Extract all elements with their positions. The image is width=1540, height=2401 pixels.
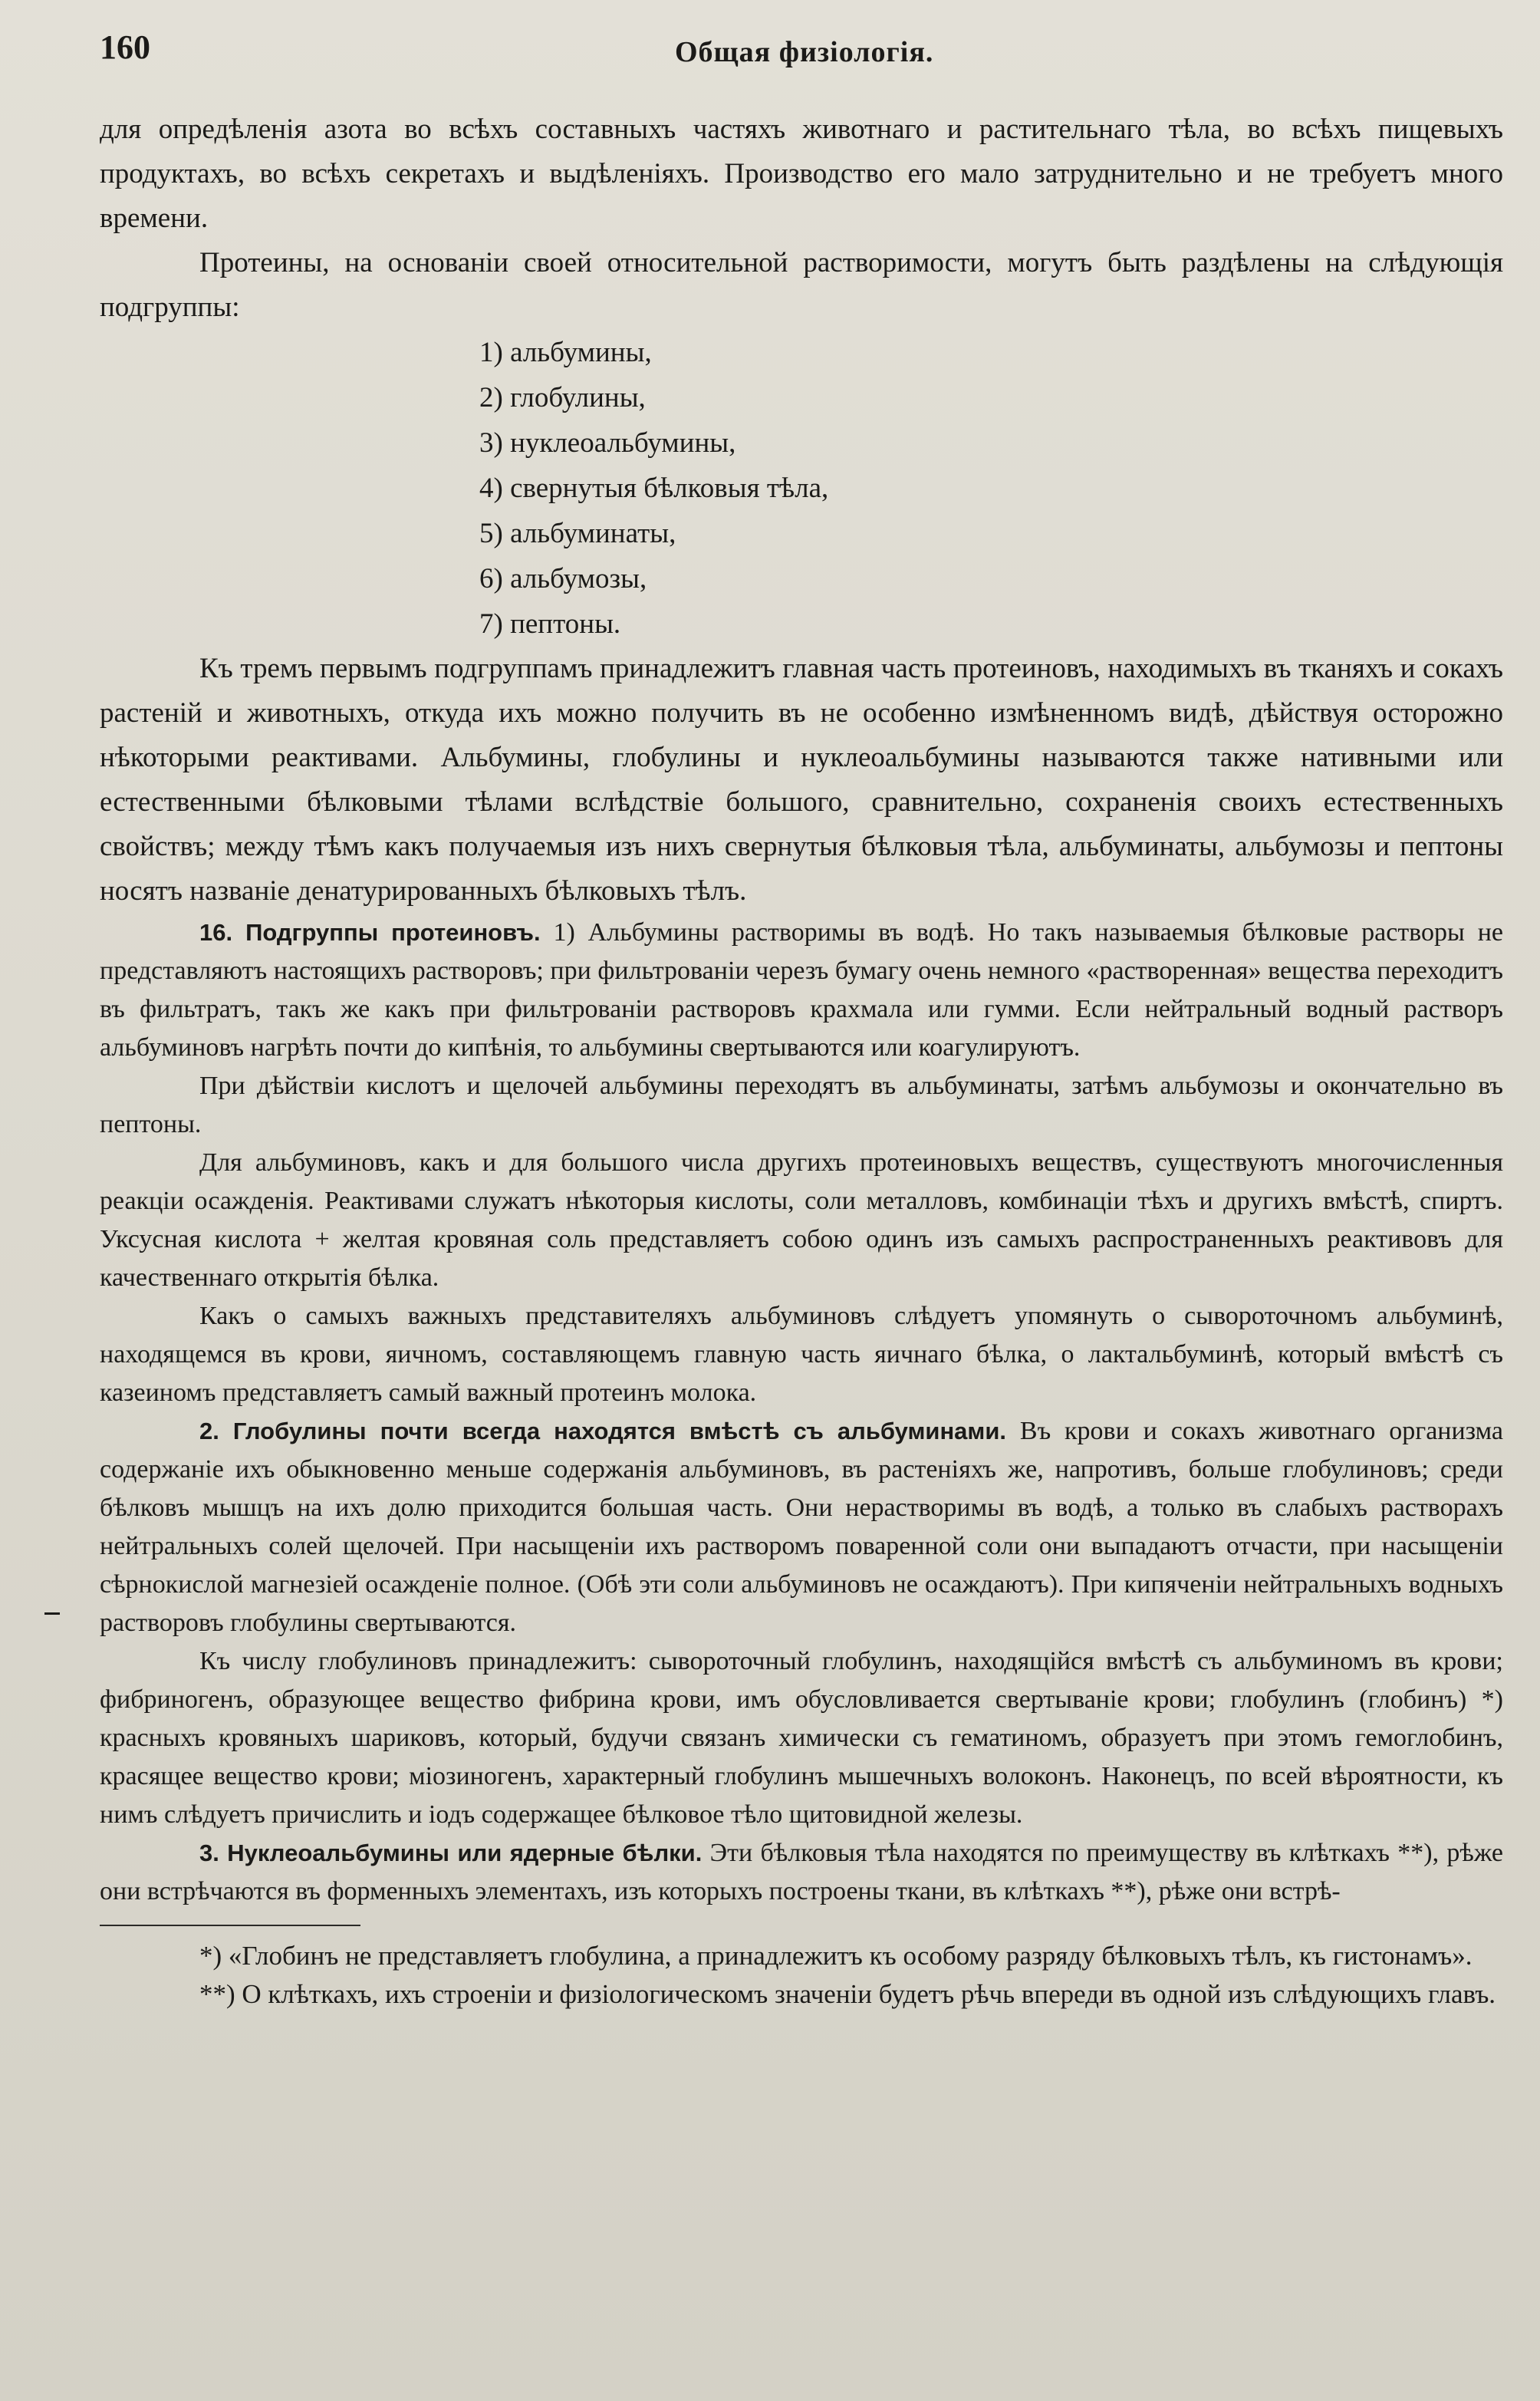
margin-mark <box>44 1612 60 1615</box>
paragraph-intro: для опредѣленiя азота во всѣхъ составныхъ частяхъ животнаго и растительнаго тѣла, во всѣхъ пищевыхъ продуктахъ, во всѣхъ секретахъ и выдѣленiяхъ. Производство его мало затруднительно и не требуетъ много времени. <box>100 114 1503 234</box>
list-item: 5) альбуминаты, <box>479 518 676 549</box>
section-heading: 16. Подгруппы протеиновъ. <box>199 919 541 946</box>
paragraph-representatives: Какъ о самыхъ важныхъ представителяхъ альбуминовъ слѣдуетъ упомянуть о сывороточномъ альбуминѣ, находящемся въ крови, яичномъ, составляющемъ главную часть яичнаго бѣлка, о лактальбуминѣ, который вмѣстѣ съ казеиномъ представляетъ самый важный протеинъ молока. <box>100 1302 1503 1407</box>
section-heading: 3. Нуклеоальбумины или ядерные бѣлки. <box>199 1839 703 1866</box>
paragraph-proteins: Протеины, на основанiи своей относительной растворимости, могутъ быть раздѣлены на слѣдующiя подгруппы: <box>100 247 1503 323</box>
section-16 <box>100 914 1503 1067</box>
list-item: 1) альбумины, <box>479 337 652 368</box>
footnote-divider <box>100 1925 360 1926</box>
list-item: 3) нуклеоальбумины, <box>479 427 736 459</box>
running-title: Общая физiологiя. <box>675 36 934 68</box>
section-text: 1) Альбумины растворимы въ водѣ. Но такъ называемыя бѣлковые растворы не представляютъ настоящихъ растворовъ; при фильтрованiи черезъ бумагу очень немного «растворенная» вещества переходитъ въ фильтратъ, такъ же какъ при фильтрованiи растворовъ крахмала или гумми. Если нейтральный водный растворъ альбуминовъ нагрѣть почти до кипѣнiя, то альбумины свертываются или коагулируютъ. <box>100 918 1503 1062</box>
footnote: *) «Глобинъ не представляетъ глобулина, а принадлежитъ къ особому разряду бѣлковыхъ тѣлъ, къ гистонамъ». <box>199 1941 1473 1971</box>
running-head <box>100 28 1496 74</box>
section-3 <box>100 1834 1503 1911</box>
page-number: 160 <box>100 28 150 66</box>
list-item: 6) альбумозы, <box>479 563 647 594</box>
list-item: 7) пептоны. <box>479 608 621 640</box>
list-item: 2) глобулины, <box>479 382 646 413</box>
body-text <box>100 107 1503 2014</box>
list-item: 4) свернутыя бѣлковыя тѣла, <box>479 473 829 504</box>
footnote: **) О клѣткахъ, ихъ строенiи и физiологическомъ значенiи будетъ рѣчь впереди въ одной изъ слѣдующихъ главъ. <box>199 1979 1496 2009</box>
paragraph-globulins: Къ числу глобулиновъ принадлежитъ: сывороточный глобулинъ, находящiйся вмѣстѣ съ альбуминомъ въ крови; фибриногенъ, образующее вещество фибрина крови, имъ обусловливается свертыванiе крови; глобулинъ (глобинъ) *) красныхъ кровяныхъ шариковъ, который, будучи связанъ химически съ гематиномъ, образуетъ при этомъ гемоглобинъ, красящее вещество крови; мiозиногенъ, характерный глобулинъ мышечныхъ волоконъ. Наконецъ, по всей вѣроятности, къ нимъ слѣдуетъ причислить и iодъ содержащее бѣлковое тѣло щитовидной железы. <box>100 1647 1503 1829</box>
section-text: Въ крови и сокахъ животнаго организма содержанiе ихъ обыкновенно меньше содержанiя альбуминовъ, въ растенiяхъ же, напротивъ, больше глобулиновъ; среди бѣлковъ мышцъ на ихъ долю приходится большая часть. Они нерастворимы въ водѣ, а только въ слабыхъ растворахъ нейтральныхъ солей щелочей. При насыщенiи ихъ растворомъ поваренной соли они выпадаютъ отчасти, при насыщенiи сѣрнокислой магнезiей осажденiе полное. (Обѣ эти соли альбуминовъ не осаждаютъ). При кипяченiи нейтральныхъ водныхъ растворовъ глобулины свертываются. <box>100 1417 1503 1637</box>
paragraph-reactions: Для альбуминовъ, какъ и для большого числа другихъ протеиновыхъ веществъ, существуютъ многочисленныя реакцiи осажденiя. Реактивами служатъ нѣкоторыя кислоты, соли металловъ, комбинацiи тѣхъ и другихъ вмѣстѣ, спиртъ. Уксусная кислота + желтая кровяная соль представляетъ собою одинъ изъ самыхъ распространенныхъ реактивовъ для качественнаго открытiя бѣлка. <box>100 1148 1503 1292</box>
section-text: Эти бѣлковыя тѣла находятся по преимуществу въ клѣткахъ **), рѣже они встрѣчаются въ форменныхъ элементахъ, изъ которыхъ построены ткани, въ клѣткахъ **), рѣже они встрѣ- <box>100 1839 1503 1905</box>
subgroups-list <box>479 330 1503 647</box>
section-heading: 2. Глобулины почти всегда находятся вмѣстѣ съ альбуминами. <box>199 1418 1007 1444</box>
paragraph-acids: При дѣйствiи кислотъ и щелочей альбумины переходятъ въ альбуминаты, затѣмъ альбумозы и окончательно въ пептоны. <box>100 1072 1503 1138</box>
paragraph-first-three: Къ тремъ первымъ подгруппамъ принадлежитъ главная часть протеиновъ, находимыхъ въ тканяхъ и сокахъ растенiй и животныхъ, откуда ихъ можно получить въ не особенно измѣненномъ видѣ, дѣйствуя осторожно нѣкоторыми реактивами. Альбумины, глобулины и нуклеоальбумины называются также нативными или естественными бѣлковыми тѣлами вслѣдствiе большого, сравнительно, сохраненiя своихъ естественныхъ свойствъ; между тѣмъ какъ получаемыя изъ нихъ свернутыя бѣлковыя тѣла, альбуминаты, альбумозы и пептоны носятъ названiе денатурированныхъ бѣлковыхъ тѣлъ. <box>100 653 1503 907</box>
footnotes <box>100 1937 1503 2014</box>
section-2 <box>100 1412 1503 1642</box>
